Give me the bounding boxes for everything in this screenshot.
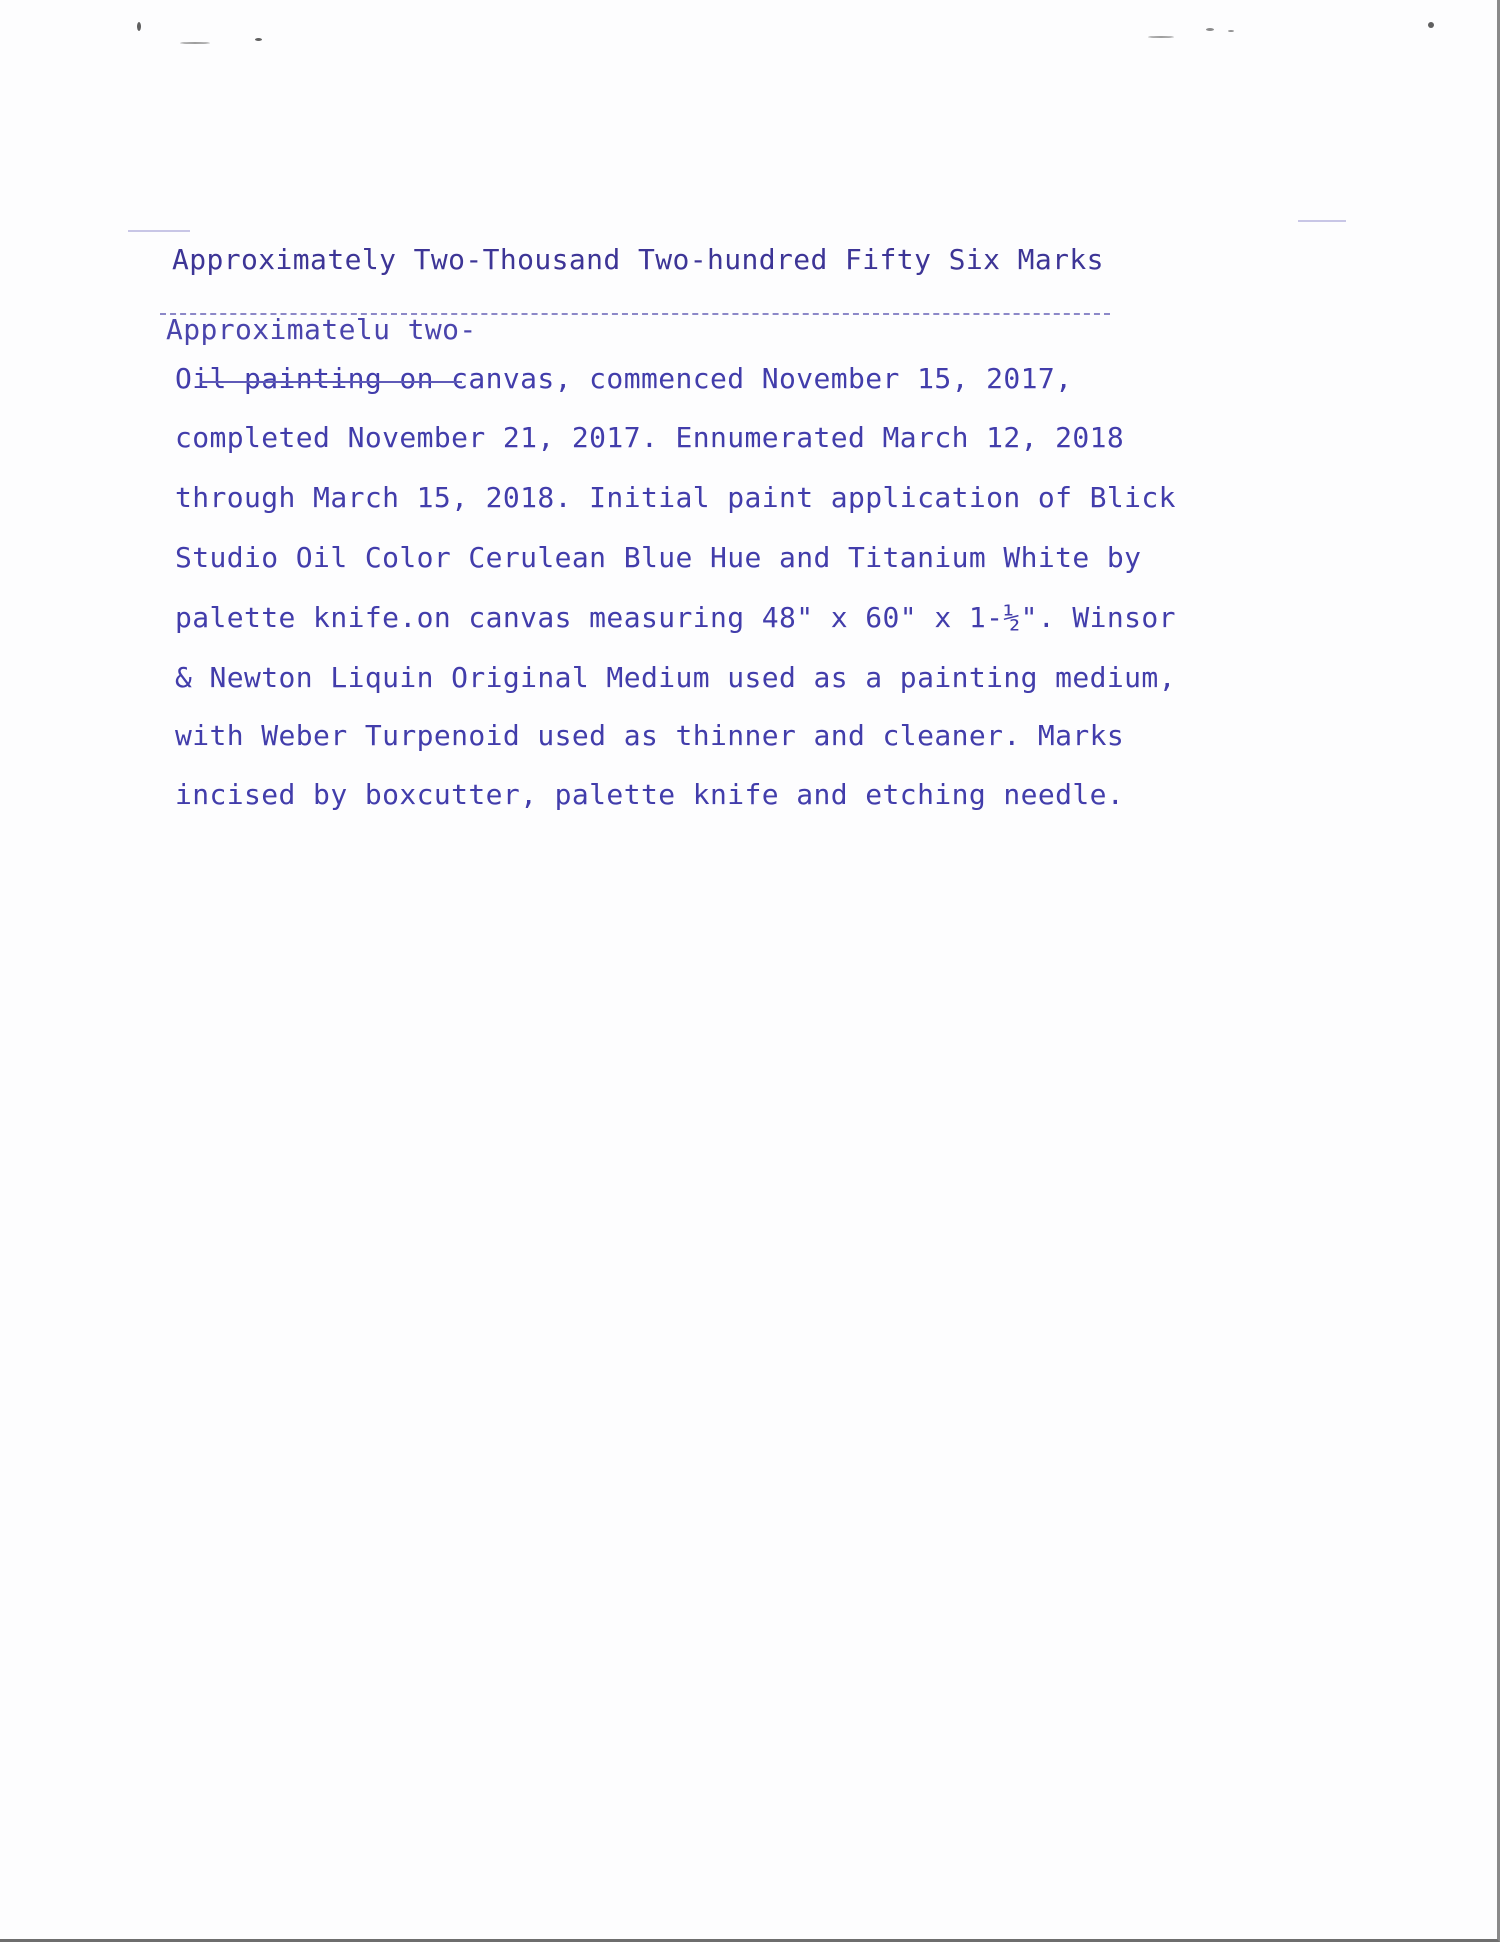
strikethrough-oil-painting [200, 381, 462, 383]
ink-smudge [180, 42, 210, 44]
body-line-2: completed November 21, 2017. Ennumerated March 12, 2018 [175, 421, 1125, 454]
ink-smudge [137, 22, 141, 31]
body-line-4: Studio Oil Color Cerulean Blue Hue and Titanium White by [175, 541, 1142, 574]
ink-smudge [255, 38, 262, 41]
ink-smudge [1148, 36, 1174, 38]
ink-smudge [1428, 22, 1434, 28]
ink-smudge [1228, 30, 1234, 32]
document-title: Approximately Two-Thousand Two-hundred Fifty Six Marks [172, 243, 1104, 276]
stray-mark [1298, 220, 1346, 222]
stray-mark [128, 230, 190, 232]
body-line-5: palette knife.on canvas measuring 48" x 60" x 1-½". Winsor [175, 601, 1176, 634]
body-line-8: incised by boxcutter, palette knife and etching needle. [175, 778, 1125, 811]
ink-smudge [1206, 28, 1214, 31]
body-line-3: through March 15, 2018. Initial paint application of Blick [175, 481, 1176, 514]
body-line-1: Oil painting on canvas, commenced November 15, 2017, [175, 362, 1073, 395]
body-line-6: & Newton Liquin Original Medium used as a painting medium, [175, 661, 1176, 694]
struck-draft-text: Approximatelu two- [166, 313, 477, 346]
body-line-7: with Weber Turpenoid used as thinner and cleaner. Marks [175, 719, 1125, 752]
